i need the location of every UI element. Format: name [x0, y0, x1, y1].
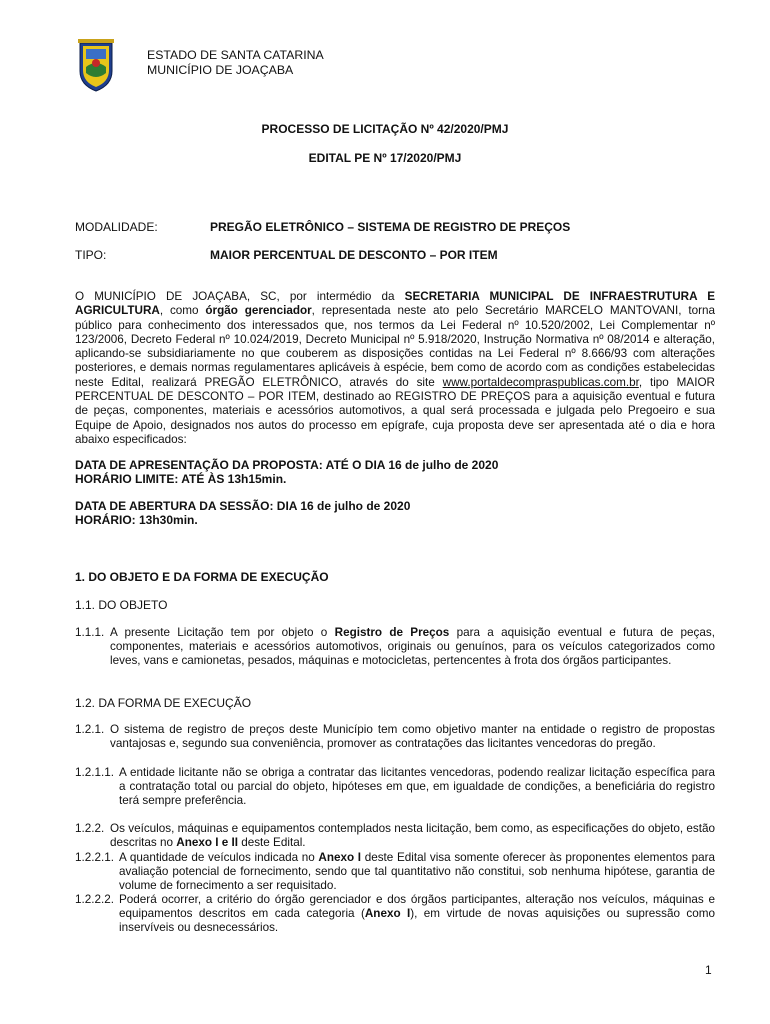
- state-name: ESTADO DE SANTA CATARINA: [147, 48, 324, 62]
- tipo-label: TIPO:: [75, 248, 107, 262]
- item-1-2-1-1: [75, 766, 715, 809]
- intro-text-4: , tipo MAIOR PERCENTUAL DE DESCONTO – POR ITEM, destinado ao REGISTRO DE PREÇOS para a aquisição eventual e futura de peças, componentes, materiais e acessórios automotivos, a qual será processada e julgada pelo Pregoeiro e sua Equipe de Apoio, designados nos autos do processo em epígrafe, cuja proposta deve ser apresentada até o dia e hora abaixo especificados:: [75, 375, 715, 446]
- item-number: 1.2.2.2.: [75, 893, 114, 906]
- opening-time: HORÁRIO: 13h30min.: [75, 513, 198, 527]
- item-text: Poderá ocorrer, a critério do órgão gerenciador e dos órgãos participantes, alteração nos veículos, máquinas e equipamentos descritos em cada categoria (: [119, 893, 715, 921]
- tipo-value: MAIOR PERCENTUAL DE DESCONTO – POR ITEM: [210, 248, 498, 262]
- intro-text-1: O MUNICÍPIO DE JOAÇABA, SC, por intermédio da: [75, 290, 405, 303]
- item-1-2-2-2: [75, 893, 715, 936]
- item-1-2-2-1: [75, 851, 715, 894]
- intro-text-3: , representada neste ato pelo Secretário MARCELO MANTOVANI, torna público para conhecimento dos interessados que, nos termos da Lei Federal nº 10.520/2002, Lei Complementar nº 123/2006, Decreto Federal nº 10.024/2019, Decreto Municipal nº 5.918/2020, Instrução Normativa nº 08/2014 e alteração, aplicando-se subsidiariamente no que couberem as disposições contidas na Lei Federal nº 8.666/93 com alterações posteriores, e demais normas regulamentares aplicáveis à espécie, bem como de acordo com as condições estabelecidas neste Edital, realizará PREGÃO ELETRÔNICO, através do site: [75, 304, 715, 389]
- page-number: 1: [705, 963, 712, 977]
- opening-date: DATA DE ABERTURA DA SESSÃO: DIA 16 de julho de 2020: [75, 499, 411, 513]
- item-number: 1.2.2.: [75, 822, 105, 835]
- proposal-date: DATA DE APRESENTAÇÃO DA PROPOSTA: ATÉ O DIA 16 de julho de 2020: [75, 458, 499, 472]
- item-text: O sistema de registro de preços deste Município tem como objetivo manter na entidade o registro de propostas vantajosas e, segundo sua conveniência, promover as contratações das licitantes vencedoras do pregão.: [110, 723, 715, 751]
- item-text: A quantidade de veículos indicada no: [119, 851, 319, 864]
- item-number: 1.2.1.: [75, 723, 105, 736]
- edital-title: EDITAL PE Nº 17/2020/PMJ: [308, 151, 462, 165]
- item-number: 1.1.1.: [75, 626, 105, 639]
- section-1-title: 1. DO OBJETO E DA FORMA DE EXECUÇÃO: [75, 570, 329, 584]
- process-title: PROCESSO DE LICITAÇÃO Nº 42/2020/PMJ: [261, 122, 509, 136]
- intro-paragraph: [75, 290, 715, 447]
- item-bold: Anexo I: [318, 851, 362, 864]
- item-bold: Registro de Preços: [334, 626, 450, 639]
- subsection-1-1: 1.1. DO OBJETO: [75, 598, 168, 612]
- item-text: deste Edital.: [237, 836, 306, 850]
- subsection-1-2: 1.2. DA FORMA DE EXECUÇÃO: [75, 696, 252, 710]
- modalidade-label: MODALIDADE:: [75, 220, 158, 234]
- item-text: deste Edital visa somente oferecer às proponentes elementos para avaliação potencial de fornecimento, sendo que tal quantitativo não constitui, sob nenhuma hipótese, garantia de volume de fornecimento a ser requisitado.: [119, 851, 715, 893]
- municipality-name: MUNICÍPIO DE JOAÇABA: [147, 63, 294, 77]
- item-number: 1.2.2.1.: [75, 851, 114, 864]
- item-1-2-2: [75, 822, 715, 850]
- item-bold: Anexo I: [364, 907, 411, 921]
- modalidade-value: PREGÃO ELETRÔNICO – SISTEMA DE REGISTRO DE PREÇOS: [210, 220, 571, 234]
- item-text: para a aquisição eventual e futura de peças, componentes, materiais e acessórios automotivos, originais ou genuínos, para os veículos categorizados como leves, vans e camionetas, pesados, máquinas e motocicletas, pertencentes à frota dos órgãos participantes.: [110, 626, 715, 668]
- intro-text-2: , como: [159, 304, 206, 318]
- item-text: A presente Licitação tem por objeto o: [110, 626, 335, 639]
- item-1-1-1: [75, 626, 715, 669]
- intro-bold-secretaria: SECRETARIA MUNICIPAL DE INFRAESTRUTURA E AGRICULTURA: [75, 290, 715, 318]
- item-text: Os veículos, máquinas e equipamentos contemplados nesta licitação, bem como, as especificações do objeto, estão descritas no: [110, 822, 715, 850]
- letterhead: [147, 48, 324, 78]
- item-bold: Anexo I e II: [176, 836, 238, 850]
- municipal-crest-logo: [76, 37, 116, 93]
- item-text: A entidade licitante não se obriga a contratar das licitantes vencedoras, podendo realizar licitação específica para a contratação total ou parcial do objeto, hipóteses em que, em igualdade de condições, a beneficiária do registro terá sempre preferência.: [119, 766, 715, 808]
- portal-link[interactable]: www.portaldecompraspublicas.com.br: [442, 375, 639, 389]
- item-number: 1.2.1.1.: [75, 766, 114, 779]
- item-text: ), em virtude de novas aquisições ou supressão como inservíveis ou desnecessários.: [119, 907, 715, 935]
- item-1-2-1: [75, 723, 715, 751]
- intro-bold-orgao: órgão gerenciador: [205, 304, 312, 318]
- limit-time: HORÁRIO LIMITE: ATÉ ÀS 13h15min.: [75, 472, 287, 486]
